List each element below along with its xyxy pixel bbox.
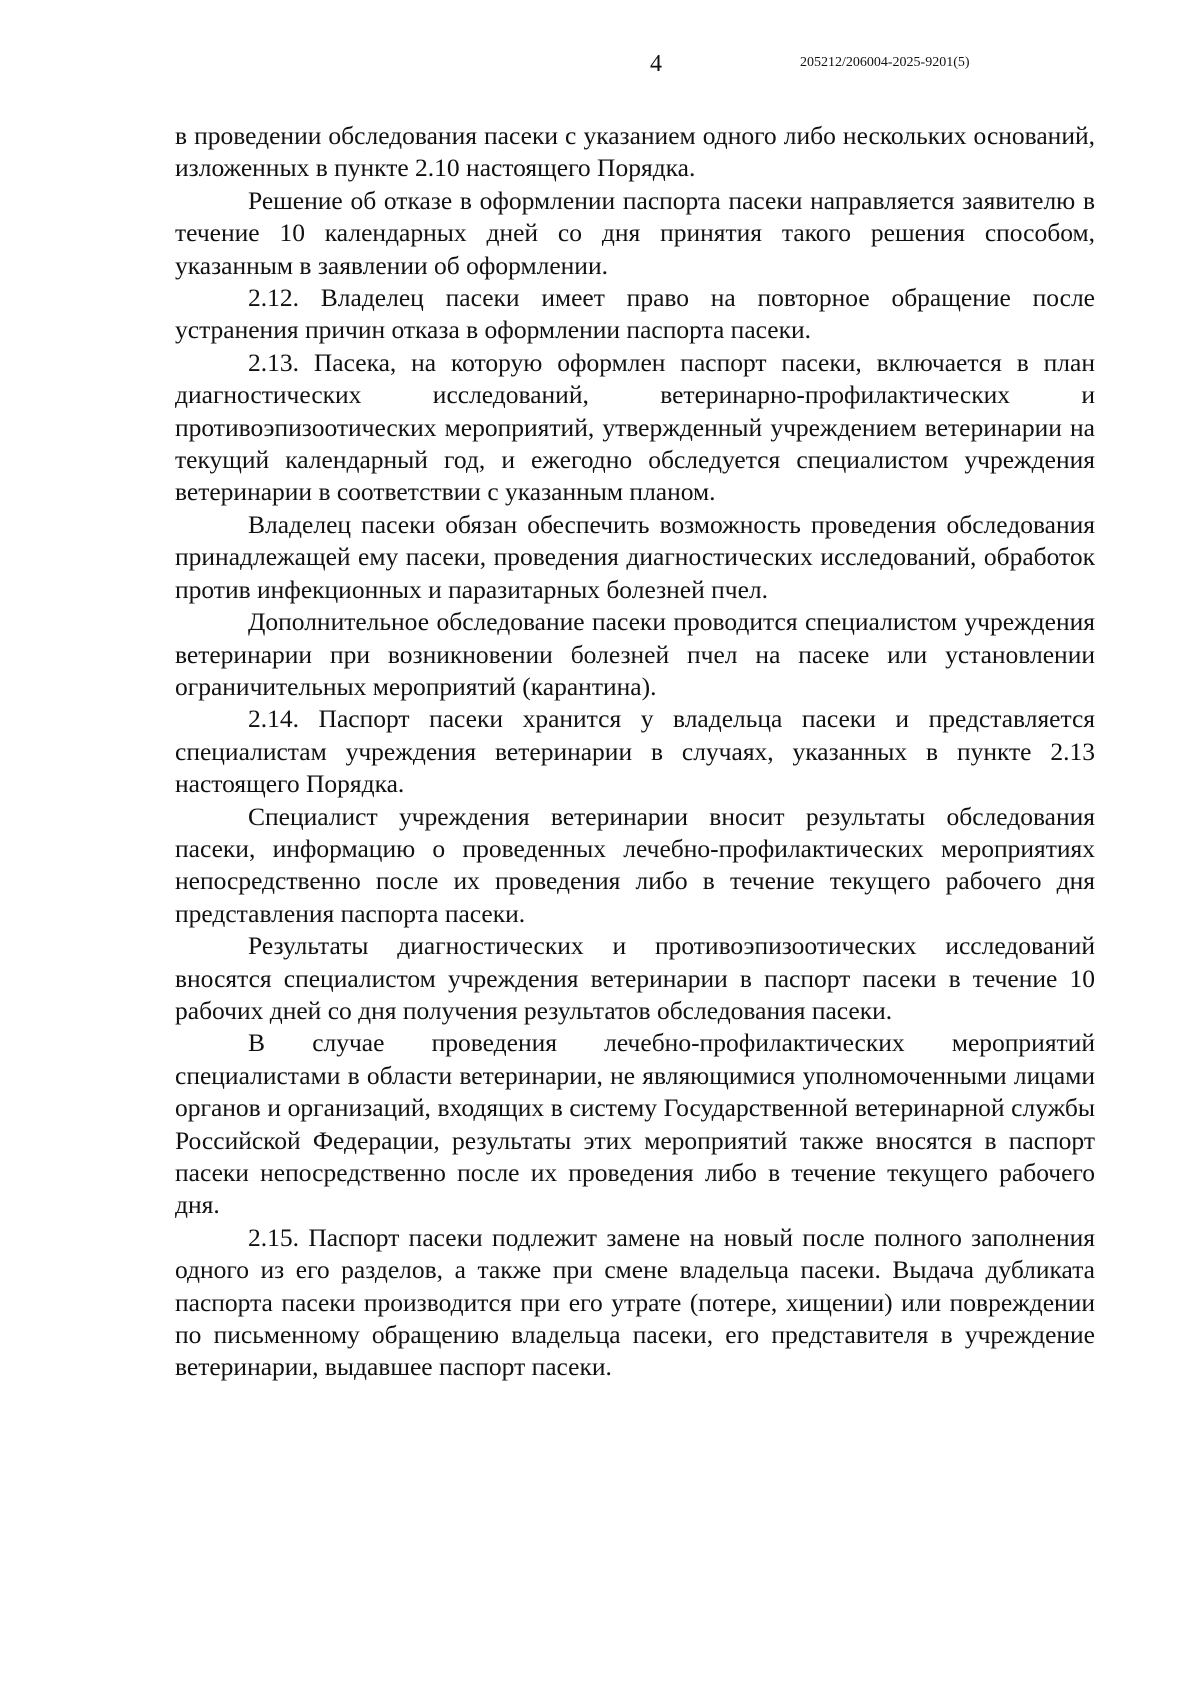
page-number: 4 (650, 51, 662, 77)
document-code: 205212/206004-2025-9201(5) (800, 55, 970, 70)
paragraph-2-12: 2.12. Владелец пасеки имеет право на повторное обращение после устранения причин отказа в оформлении паспорта пасеки. (175, 283, 1095, 345)
document-body (175, 120, 1095, 1384)
paragraph-other-specialists: В случае проведения лечебно-профилактических мероприятий специалистами в области ветеринарии, не являющимися уполномоченными лицами органов и организаций, входящих в систему Государственной ветеринарной службы Российской Федерации, результаты этих мероприятий также вносятся в паспорт пасеки непосредственно после их проведения либо в течение текущего рабочего дня. (175, 1028, 1095, 1220)
paragraph-continuation: в проведении обследования пасеки с указанием одного либо нескольких оснований, изложенных в пункте 2.10 настоящего Порядка. (175, 121, 1095, 183)
paragraph-additional-inspection: Дополнительное обследование пасеки проводится специалистом учреждения ветеринарии при возникновении болезней пчел на пасеке или установлении ограничительных мероприятий (карантина). (175, 607, 1095, 701)
paragraph-2-15: 2.15. Паспорт пасеки подлежит замене на новый после полного заполнения одного из его разделов, а также при смене владельца пасеки. Выдача дубликата паспорта пасеки производится при его утрате (потере, хищении) или повреждении по письменному обращению владельца пасеки, его представителя в учреждение ветеринарии, выдавшее паспорт пасеки. (175, 1222, 1095, 1382)
paragraph-2-14: 2.14. Паспорт пасеки хранится у владельца пасеки и представляется специалистам учреждения ветеринарии в случаях, указанных в пункте 2.13 настоящего Порядка. (175, 704, 1095, 799)
paragraph-2-13: 2.13. Пасека, на которую оформлен паспорт пасеки, включается в план диагностических исследований, ветеринарно-профилактических и противоэпизоотических мероприятий, утвержденный учреждением ветеринарии на текущий календарный год, и ежегодно обследуется специалистом учреждения ветеринарии в соответствии с указанным планом. (175, 347, 1095, 507)
paragraph-specialist-entries: Специалист учреждения ветеринарии вносит результаты обследования пасеки, информацию о проведенных лечебно-профилактических мероприятиях непосредственно после их проведения либо в течение текущего рабочего дня представления паспорта пасеки. (175, 801, 1095, 928)
paragraph-diagnostic-results: Результаты диагностических и противоэпизоотических исследований вносятся специалистом учреждения ветеринарии в паспорт пасеки в течение 10 рабочих дней со дня получения результатов обследования пасеки. (175, 931, 1095, 1025)
paragraph-owner-obligation: Владелец пасеки обязан обеспечить возможность проведения обследования принадлежащей ему пасеки, проведения диагностических исследований, обработок против инфекционных и паразитарных болезней пчел. (175, 509, 1095, 604)
paragraph-refusal-decision: Решение об отказе в оформлении паспорта пасеки направляется заявителю в течение 10 календарных дней со дня принятия такого решения способом, указанным в заявлении об оформлении. (175, 185, 1095, 280)
